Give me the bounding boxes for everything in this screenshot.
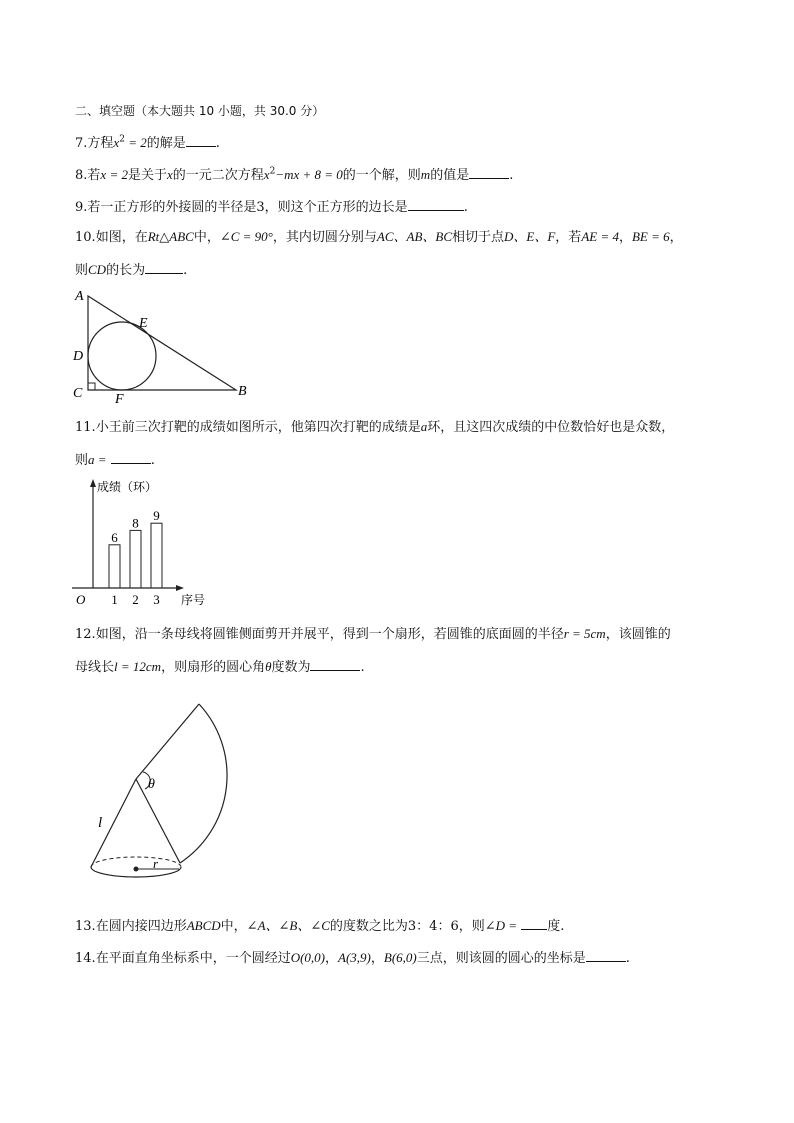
- q8-eq-rest: −mx + 8 = 0: [275, 167, 343, 182]
- q8-var-m: m: [420, 167, 431, 182]
- q8-exponent: 2: [269, 166, 276, 177]
- q10-ae: AE = 4: [581, 229, 619, 244]
- q14-text-d: 三点，则该圆的圆心的坐标是: [416, 951, 586, 966]
- q12-text-b: ，该圆锥的: [605, 627, 671, 642]
- q10-text-e: ，若: [555, 230, 582, 245]
- question-11-line2: [75, 451, 155, 469]
- x-tick-label: 3: [153, 592, 160, 607]
- q10-triangle-figure: [68, 284, 258, 404]
- q10-text-f: ，: [618, 230, 632, 245]
- question-8: [75, 166, 513, 184]
- bar-1: [109, 545, 120, 588]
- q11-text-b: 环，且这四次成绩的中位数恰好也是众数，: [427, 420, 675, 435]
- q8-text-a: 若: [87, 168, 101, 183]
- incircle: [88, 322, 156, 390]
- q14-text-c: ，: [370, 951, 384, 966]
- q12-end: .: [360, 660, 365, 675]
- q10-line2-b: 的长为: [106, 263, 146, 278]
- q11-var-a: a: [420, 419, 428, 434]
- label-e: E: [139, 316, 148, 331]
- q10-line2-a: 则: [75, 263, 89, 278]
- question-10-line2: [75, 261, 187, 279]
- q13-text-c: 的度数之比为3：4：6，则: [329, 919, 485, 934]
- base-center: [134, 867, 139, 872]
- q14-point-o: O(0,0): [290, 950, 325, 965]
- bar-value-label: 6: [111, 529, 118, 545]
- x-axis-arrow: [176, 585, 184, 591]
- q8-text-b: 是关于: [127, 168, 167, 183]
- label-b: B: [238, 384, 247, 399]
- q11-end: .: [150, 453, 155, 468]
- q12-line2-c: 度数为: [271, 660, 311, 675]
- q12-l-value: l = 12cm: [114, 659, 162, 674]
- q7-text2: 的解是: [146, 136, 186, 151]
- q10-sides: AC、AB、BC: [376, 229, 452, 244]
- q8-answer-blank[interactable]: [469, 166, 509, 179]
- q12-text-a: 如图，沿一条母线将圆锥侧面剪开并展平，得到一个扇形，若圆锥的底面圆的半径: [95, 627, 564, 642]
- label-r: r: [153, 856, 159, 871]
- q9-number: 9.: [75, 200, 88, 215]
- q8-end: .: [509, 168, 514, 183]
- q13-answer-blank[interactable]: [521, 917, 547, 930]
- q8-x-eq-2: x = 2: [100, 167, 128, 182]
- q13-angles: ∠A、∠B、∠C: [246, 918, 330, 933]
- q10-angle-c: ∠C = 90°: [219, 229, 273, 244]
- question-12: [75, 626, 671, 643]
- q14-end: .: [625, 951, 630, 966]
- q10-answer-blank[interactable]: [145, 261, 183, 274]
- q14-text-a: 在平面直角坐标系中，一个圆经过: [95, 951, 291, 966]
- q10-points: D、E、F: [504, 229, 556, 244]
- q13-number: 13.: [75, 919, 96, 934]
- q13-angle-d: ∠D =: [484, 918, 518, 933]
- y-axis-label: 成绩（环）: [97, 480, 158, 494]
- q13-abcd: ABCD: [186, 918, 221, 933]
- q8-text-d: 的一个解，则: [342, 168, 421, 183]
- label-a: A: [75, 289, 84, 304]
- question-9: [75, 198, 468, 216]
- origin-label: O: [76, 592, 86, 607]
- q12-number: 12.: [75, 627, 96, 642]
- q10-text-b: 中，: [193, 230, 220, 245]
- question-14: [75, 949, 630, 967]
- x-tick-label: 2: [132, 592, 139, 607]
- q7-end: .: [215, 136, 220, 151]
- q13-text-b: 中，: [220, 919, 247, 934]
- q10-be: BE = 6: [631, 229, 670, 244]
- q12-cone-figure: [80, 700, 250, 890]
- q11-line2-a: 则: [75, 453, 89, 468]
- q10-end: .: [183, 263, 188, 278]
- q8-eq-x: x: [263, 167, 270, 182]
- q9-end: .: [463, 200, 468, 215]
- cone-slant-right: [136, 779, 180, 863]
- section-title: 二、填空题（本大题共 10 小题，共 30.0 分）: [75, 104, 325, 118]
- label-theta: θ: [148, 777, 155, 792]
- q14-text-b: ，: [325, 951, 339, 966]
- q10-text-c: ，其内切圆分别与: [272, 230, 377, 245]
- q12-r-value: r = 5cm: [563, 626, 606, 641]
- q11-number: 11.: [75, 420, 96, 435]
- label-d: D: [73, 349, 84, 364]
- bar-3: [151, 523, 162, 588]
- q8-text-e: 的值是: [430, 168, 470, 183]
- q7-var-x: x: [113, 135, 120, 150]
- question-7: [75, 134, 220, 152]
- q10-cd: CD: [88, 262, 107, 277]
- question-11: [75, 419, 674, 436]
- q12-line2-a: 母线长: [75, 660, 115, 675]
- q13-text-d: 度.: [547, 919, 565, 934]
- q9-answer-blank[interactable]: [408, 198, 464, 211]
- q8-var-x: x: [166, 167, 173, 182]
- sector-radius: [136, 704, 199, 779]
- q7-eq: = 2: [124, 135, 147, 150]
- q7-exponent: 2: [119, 134, 125, 145]
- q10-text-d: 相切于点: [452, 230, 505, 245]
- q11-answer-blank[interactable]: [111, 451, 151, 464]
- q7-text: 方程: [87, 136, 114, 151]
- sector-arc: [180, 704, 227, 863]
- q14-answer-blank[interactable]: [586, 949, 626, 962]
- q10-rt-triangle: Rt△ABC: [147, 229, 194, 244]
- q12-line2-b: ，则扇形的圆心角: [161, 660, 266, 675]
- q11-text-a: 小王前三次打靶的成绩如图所示，他第四次打靶的成绩是: [95, 420, 421, 435]
- q8-number: 8.: [75, 168, 88, 183]
- q11-bar-chart: [68, 476, 218, 610]
- bar-2: [130, 530, 141, 588]
- y-axis-arrow: [90, 479, 96, 487]
- question-13: [75, 917, 564, 935]
- question-12-line2: [75, 658, 365, 676]
- q7-answer-blank[interactable]: [186, 134, 216, 147]
- q8-text-c: 的一元二次方程: [172, 168, 264, 183]
- q10-number: 10.: [75, 230, 96, 245]
- x-tick-label: 1: [111, 592, 118, 607]
- q7-number: 7.: [75, 136, 88, 151]
- q14-point-b: B(6,0): [383, 950, 417, 965]
- label-l: l: [98, 815, 103, 831]
- q11-a-eq: a =: [88, 452, 107, 467]
- q13-text-a: 在圆内接四边形: [95, 919, 187, 934]
- label-f: F: [115, 392, 124, 404]
- triangle-abc: [88, 296, 236, 390]
- q12-theta: θ: [265, 659, 272, 674]
- bar-value-label: 8: [132, 515, 139, 531]
- q9-text: 若一正方形的外接圆的半径是3，则这个正方形的边长是: [87, 200, 408, 215]
- bar-value-label: 9: [153, 508, 160, 524]
- right-angle-mark: [88, 383, 95, 390]
- label-c: C: [73, 386, 83, 401]
- q10-text-a: 如图，在: [95, 230, 148, 245]
- q12-answer-blank[interactable]: [310, 658, 360, 671]
- q10-text-g: ，: [669, 230, 683, 245]
- q14-number: 14.: [75, 951, 96, 966]
- x-axis-label: 序号: [181, 593, 206, 607]
- question-10: [75, 229, 683, 246]
- q14-point-a: A(3,9): [338, 950, 371, 965]
- cone-base-back: [91, 857, 181, 867]
